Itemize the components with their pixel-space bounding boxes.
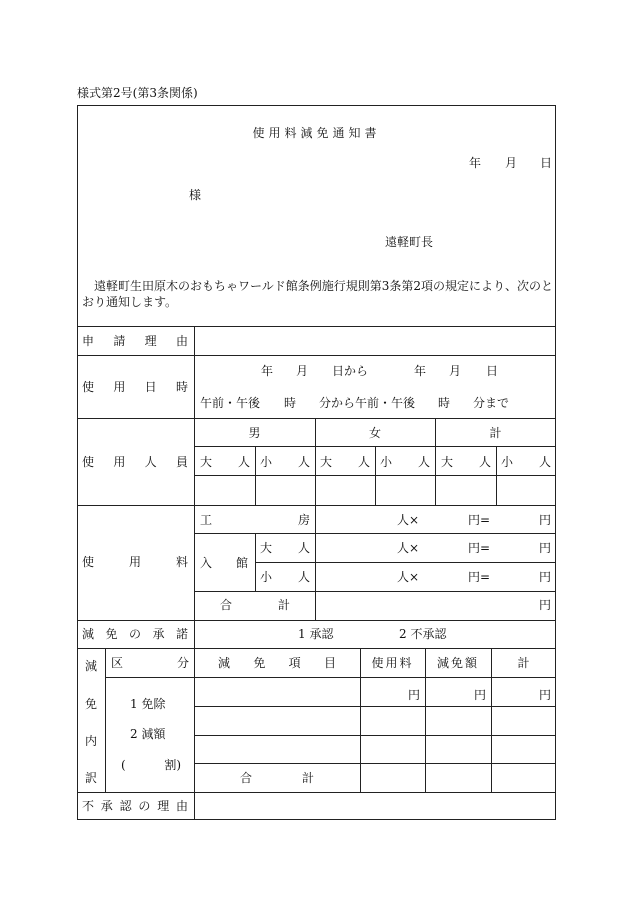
approval-option-approve: 1 承認	[298, 627, 334, 641]
divider	[77, 418, 556, 419]
date-year-label: 年	[469, 156, 482, 170]
fee-child-rate: 円=	[468, 570, 491, 584]
divider	[194, 533, 556, 534]
label-approval: 減 免 の 承 諾	[82, 627, 188, 641]
date-day-label: 日	[540, 156, 553, 170]
label-fee: 使 用 料	[82, 555, 188, 569]
body-text-line2: おり通知します。	[82, 295, 178, 309]
issuer-name: 遠軽町長	[385, 235, 434, 249]
users-female-adult: 大 人	[320, 455, 370, 469]
fee-workshop-persons: 人×	[397, 513, 420, 527]
fee-adult-persons: 人×	[397, 541, 420, 555]
divider	[255, 446, 256, 505]
users-female-child: 小 人	[380, 455, 430, 469]
form-number-label: 様式第2号(第3条関係)	[77, 86, 198, 100]
fee-workshop-yen: 円	[539, 513, 552, 527]
dt-month2: 月	[449, 364, 462, 378]
users-female-header: 女	[368, 426, 381, 440]
dt-year2: 年	[414, 364, 427, 378]
users-total-child: 小 人	[501, 455, 551, 469]
users-total-adult: 大 人	[441, 455, 491, 469]
details-total-row-label: 合 計	[240, 771, 314, 785]
divider	[194, 677, 556, 678]
details-total-header: 計	[517, 656, 530, 670]
divider	[194, 706, 556, 707]
details-vlabel-1: 減	[85, 659, 98, 673]
label-disapproval-reason: 不 承 認 の 理 由	[82, 799, 188, 813]
fee-adult-yen: 円	[539, 541, 552, 555]
details-percent: ( 割)	[121, 758, 181, 772]
date-month-label: 月	[505, 156, 518, 170]
users-male-header: 男	[248, 426, 261, 440]
divider	[105, 648, 106, 792]
details-vlabel-2: 免	[85, 697, 98, 711]
fee-child-label: 小 人	[260, 570, 310, 584]
fee-total-yen: 円	[539, 598, 552, 612]
form-title: 使用料減免通知書	[252, 126, 381, 140]
users-male-child: 小 人	[260, 455, 310, 469]
divider	[77, 648, 556, 649]
fee-child-persons: 人×	[397, 570, 420, 584]
dt-min-from: 分から	[319, 396, 356, 410]
dt-year1: 年	[261, 364, 274, 378]
details-amount-header: 減免額	[436, 656, 479, 670]
details-vlabel-3: 内	[85, 734, 98, 748]
details-category-header: 区 分	[111, 656, 189, 670]
details-fee-header: 使用料	[371, 656, 414, 670]
divider	[496, 446, 497, 505]
fee-total-label: 合 計	[220, 598, 290, 612]
details-option-reduce: 2 減額	[130, 727, 166, 741]
dt-month1: 月	[296, 364, 309, 378]
details-vlabel-4: 訳	[85, 771, 98, 785]
dt-day2: 日	[486, 364, 499, 378]
divider	[77, 326, 556, 327]
fee-adult-label: 大 人	[260, 541, 310, 555]
users-male-adult: 大 人	[200, 455, 250, 469]
fee-child-yen: 円	[539, 570, 552, 584]
divider	[105, 677, 194, 678]
details-fee-yen: 円	[408, 688, 421, 702]
divider	[255, 562, 556, 563]
label-usage-datetime: 使 用 日 時	[82, 380, 188, 394]
divider	[77, 620, 556, 621]
divider	[194, 591, 556, 592]
dt-ampm2: 午前・午後	[355, 396, 416, 410]
details-item-header: 減 免 項 目	[218, 656, 336, 670]
divider	[77, 792, 556, 793]
divider	[315, 505, 316, 620]
divider	[375, 446, 376, 505]
details-amount-yen: 円	[474, 688, 487, 702]
label-application-reason: 申 請 理 由	[82, 334, 188, 348]
users-total-header: 計	[489, 426, 502, 440]
body-text-line1: 遠軽町生田原木のおもちゃワールド館条例施行規則第3条第2項の規定により、次のと	[94, 279, 554, 293]
fee-admission-label: 入 館	[200, 556, 248, 570]
divider	[194, 735, 556, 736]
addressee-suffix: 様	[189, 188, 202, 202]
fee-workshop-rate: 円=	[468, 513, 491, 527]
fee-adult-rate: 円=	[468, 541, 491, 555]
dt-day-from: 日から	[332, 364, 369, 378]
dt-min-until: 分まで	[473, 396, 510, 410]
dt-hour2: 時	[438, 396, 451, 410]
dt-ampm1: 午前・午後	[200, 396, 261, 410]
dt-hour1: 時	[284, 396, 297, 410]
divider	[77, 505, 556, 506]
divider	[255, 533, 256, 591]
label-users: 使 用 人 員	[82, 455, 188, 469]
divider	[77, 355, 556, 356]
fee-workshop-label: 工 房	[200, 513, 310, 527]
divider	[194, 326, 195, 820]
divider	[194, 763, 556, 764]
details-option-exempt: 1 免除	[130, 697, 166, 711]
approval-option-reject: 2 不承認	[399, 627, 447, 641]
details-total-yen: 円	[539, 688, 552, 702]
